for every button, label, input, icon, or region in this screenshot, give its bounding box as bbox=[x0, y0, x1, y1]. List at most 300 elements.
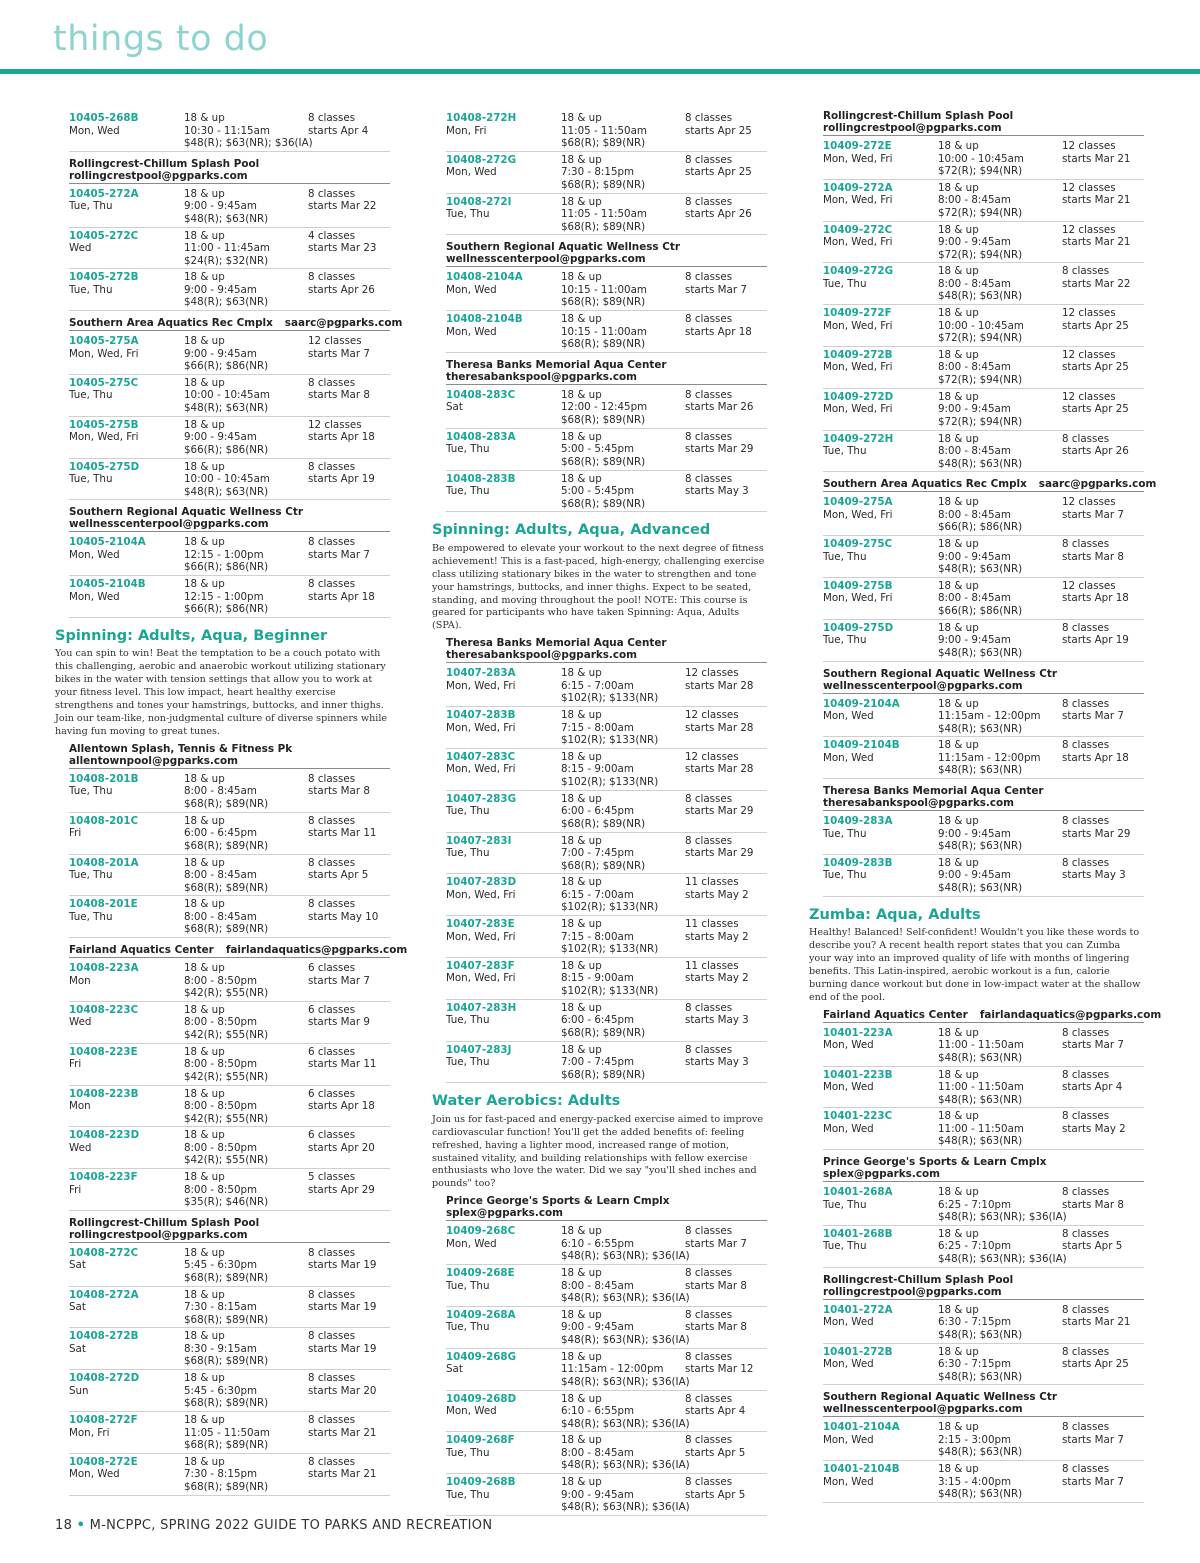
start-date: starts Mar 11 bbox=[308, 1058, 377, 1071]
start-date: starts Mar 8 bbox=[1062, 1198, 1124, 1211]
start-date: starts Apr 5 bbox=[308, 869, 369, 882]
course-age: 18 & up bbox=[561, 959, 602, 972]
course-days: Tue, Thu bbox=[446, 1446, 490, 1459]
classes-start-cell bbox=[308, 377, 390, 416]
code-days-cell bbox=[823, 1346, 938, 1385]
location-email[interactable]: wellnesscenterpool@pgparks.com bbox=[69, 518, 269, 531]
course-age: 18 & up bbox=[184, 1330, 225, 1343]
course-code[interactable]: 10408-283C bbox=[446, 388, 516, 401]
code-days-cell bbox=[446, 1225, 561, 1264]
course-fee: $68(R); $89(NR) bbox=[561, 1026, 646, 1039]
location-email[interactable]: fairlandaquatics@pgparks.com bbox=[225, 944, 408, 957]
course-code[interactable]: 10408-283A bbox=[446, 430, 516, 443]
start-date: starts Mar 7 bbox=[308, 548, 370, 561]
course-code[interactable]: 10407-283E bbox=[446, 918, 515, 931]
location-email[interactable]: rollingcrestpool@pgparks.com bbox=[823, 1285, 1002, 1298]
course-time: 9:00 - 9:45am bbox=[938, 550, 1011, 563]
start-date: starts Mar 21 bbox=[308, 1468, 377, 1481]
course-fee: $68(R); $89(NR) bbox=[184, 1313, 269, 1326]
course-days: Fri bbox=[69, 827, 82, 840]
course-age: 18 & up bbox=[561, 388, 602, 401]
course-code[interactable]: 10408-201B bbox=[69, 772, 139, 785]
course-days: Tue, Thu bbox=[823, 277, 867, 290]
age-time-cell bbox=[561, 667, 685, 706]
code-days-cell bbox=[823, 496, 938, 535]
course-code[interactable]: 10408-223C bbox=[69, 1003, 139, 1016]
course-code[interactable]: 10409-268E bbox=[446, 1267, 515, 1280]
course-days: Tue, Thu bbox=[446, 1488, 490, 1501]
course-age: 18 & up bbox=[561, 1308, 602, 1321]
class-row bbox=[823, 536, 1144, 578]
course-code[interactable]: 10408-272D bbox=[69, 1372, 140, 1385]
classes-start-cell bbox=[1062, 307, 1144, 346]
age-time-cell bbox=[561, 876, 685, 915]
class-count: 4 classes bbox=[308, 229, 356, 242]
course-days: Tue, Thu bbox=[69, 910, 113, 923]
course-code[interactable]: 10408-2104A bbox=[446, 271, 523, 284]
location-email[interactable]: theresabankspool@pgparks.com bbox=[446, 370, 638, 383]
page-number: 18 bbox=[55, 1518, 73, 1533]
start-date: starts Apr 5 bbox=[685, 1488, 746, 1501]
course-time: 2:15 - 3:00pm bbox=[938, 1433, 1012, 1446]
course-code[interactable]: 10405-272B bbox=[69, 271, 139, 284]
course-code[interactable]: 10409-272A bbox=[823, 181, 893, 194]
class-row bbox=[823, 263, 1144, 305]
course-age: 18 & up bbox=[184, 1372, 225, 1385]
age-time-cell bbox=[938, 815, 1062, 854]
class-row bbox=[69, 1245, 390, 1287]
age-time-cell bbox=[184, 1247, 308, 1286]
code-days-cell bbox=[446, 196, 561, 235]
course-days: Tue, Thu bbox=[446, 1321, 490, 1334]
course-code[interactable]: 10401-223B bbox=[823, 1068, 893, 1081]
location-email[interactable]: splex@pgparks.com bbox=[446, 1207, 563, 1220]
course-code[interactable]: 10409-283B bbox=[823, 856, 893, 869]
course-age: 18 & up bbox=[561, 472, 602, 485]
course-days: Mon, Wed, Fri bbox=[823, 152, 893, 165]
course-code[interactable]: 10405-275D bbox=[69, 460, 140, 473]
course-code[interactable]: 10408-201A bbox=[69, 856, 139, 869]
course-code[interactable]: 10401-268A bbox=[823, 1186, 893, 1199]
classes-start-cell bbox=[1062, 739, 1144, 778]
location-name bbox=[69, 743, 390, 755]
course-code[interactable]: 10405-275C bbox=[69, 376, 139, 389]
course-age: 18 & up bbox=[561, 112, 602, 124]
course-code[interactable]: 10409-272G bbox=[823, 265, 894, 278]
course-code[interactable]: 10409-275A bbox=[823, 496, 893, 509]
start-date: starts Mar 8 bbox=[308, 785, 370, 798]
classes-start-cell bbox=[308, 230, 390, 269]
course-time: 9:00 - 9:45am bbox=[561, 1321, 634, 1334]
code-days-cell bbox=[69, 1414, 184, 1453]
location-name bbox=[823, 1391, 1144, 1403]
classes-start-cell bbox=[1062, 1110, 1144, 1149]
code-days-cell bbox=[69, 1046, 184, 1085]
course-time: 10:00 - 10:45am bbox=[184, 389, 270, 402]
code-days-cell bbox=[446, 1267, 561, 1306]
class-row bbox=[446, 958, 767, 1000]
location-name-text: Allentown Splash, Tennis & Fitness Pk bbox=[69, 742, 293, 755]
class-count: 8 classes bbox=[685, 271, 733, 284]
course-code[interactable]: 10408-272B bbox=[69, 1330, 139, 1343]
classes-start-cell bbox=[308, 335, 390, 374]
classes-start-cell bbox=[685, 960, 767, 999]
course-code[interactable]: 10408-223E bbox=[69, 1045, 138, 1058]
course-code[interactable]: 10408-272A bbox=[69, 1288, 139, 1301]
course-code[interactable]: 10408-272C bbox=[69, 1246, 139, 1259]
course-time: 8:00 - 8:45am bbox=[938, 194, 1011, 207]
classes-start-cell bbox=[308, 461, 390, 500]
course-code[interactable]: 10408-223F bbox=[69, 1171, 138, 1184]
course-age: 18 & up bbox=[561, 1001, 602, 1014]
course-days: Mon, Wed bbox=[69, 124, 120, 137]
classes-start-cell bbox=[308, 898, 390, 937]
course-code[interactable]: 10409-275C bbox=[823, 538, 893, 551]
course-code[interactable]: 10409-2104B bbox=[823, 739, 900, 752]
start-date: starts Apr 26 bbox=[685, 208, 752, 221]
course-time: 11:15am - 12:00pm bbox=[561, 1363, 664, 1376]
course-fee: $102(R); $133(NR) bbox=[561, 775, 659, 788]
location-email[interactable]: splex@pgparks.com bbox=[823, 1168, 940, 1181]
location-email[interactable]: wellnesscenterpool@pgparks.com bbox=[823, 1403, 1023, 1416]
page-footer bbox=[55, 1518, 492, 1533]
classes-start-cell bbox=[1062, 1228, 1144, 1267]
course-code[interactable]: 10408-201E bbox=[69, 898, 138, 911]
location-name bbox=[823, 478, 1157, 491]
course-time: 6:15 - 7:00am bbox=[561, 679, 634, 692]
course-age: 18 & up bbox=[938, 1186, 979, 1199]
location-name bbox=[823, 1156, 1144, 1168]
location-name-text: Theresa Banks Memorial Aqua Center bbox=[823, 785, 1044, 798]
course-code[interactable]: 10401-2104B bbox=[823, 1463, 900, 1476]
class-count: 8 classes bbox=[308, 271, 356, 284]
course-code[interactable]: 10407-283I bbox=[446, 834, 512, 847]
course-fee: $48(R); $63(NR); $36(IA) bbox=[938, 1211, 1067, 1224]
classes-start-cell bbox=[685, 271, 767, 310]
location-name-text: Southern Area Aquatics Rec Cmplx bbox=[69, 317, 273, 330]
class-count: 8 classes bbox=[685, 112, 733, 124]
course-code[interactable]: 10401-272A bbox=[823, 1303, 893, 1316]
course-code[interactable]: 10409-272C bbox=[823, 223, 893, 236]
course-age: 18 & up bbox=[184, 1414, 225, 1427]
location-email[interactable]: theresabankspool@pgparks.com bbox=[823, 797, 1015, 810]
course-age: 18 & up bbox=[184, 460, 225, 473]
location-email[interactable]: rollingcrestpool@pgparks.com bbox=[69, 1228, 248, 1241]
classes-start-cell bbox=[685, 1044, 767, 1083]
course-code[interactable]: 10401-268B bbox=[823, 1227, 893, 1240]
course-code[interactable]: 10407-283G bbox=[446, 792, 517, 805]
course-code[interactable]: 10405-275B bbox=[69, 418, 139, 431]
class-row bbox=[446, 152, 767, 194]
course-code[interactable]: 10409-272D bbox=[823, 390, 894, 403]
course-code[interactable]: 10409-268A bbox=[446, 1308, 516, 1321]
location-email[interactable]: wellnesscenterpool@pgparks.com bbox=[823, 679, 1023, 692]
location-email[interactable]: rollingcrestpool@pgparks.com bbox=[69, 169, 248, 182]
code-days-cell bbox=[69, 188, 184, 227]
course-code[interactable]: 10407-283C bbox=[446, 750, 516, 763]
class-count: 8 classes bbox=[1062, 697, 1110, 710]
class-count: 8 classes bbox=[685, 195, 733, 208]
course-code[interactable]: 10407-283D bbox=[446, 876, 517, 889]
course-code[interactable]: 10408-223A bbox=[69, 962, 139, 975]
start-date: starts Mar 21 bbox=[1062, 236, 1131, 249]
course-age: 18 & up bbox=[938, 579, 979, 592]
course-days: Mon, Wed bbox=[823, 1358, 874, 1371]
class-count: 12 classes bbox=[685, 750, 739, 763]
start-date: starts May 3 bbox=[685, 485, 749, 498]
start-date: starts Apr 4 bbox=[685, 1405, 746, 1417]
start-date: starts Apr 26 bbox=[1062, 445, 1129, 458]
age-time-cell bbox=[561, 271, 685, 310]
course-age: 18 & up bbox=[184, 578, 225, 591]
course-code[interactable]: 10408-201C bbox=[69, 814, 139, 827]
course-age: 18 & up bbox=[561, 918, 602, 931]
class-row bbox=[823, 1108, 1144, 1150]
code-days-cell bbox=[823, 1069, 938, 1108]
course-code[interactable]: 10408-272G bbox=[446, 153, 517, 166]
course-code[interactable]: 10409-283A bbox=[823, 815, 893, 828]
age-time-cell bbox=[938, 1346, 1062, 1385]
course-code[interactable]: 10409-272F bbox=[823, 307, 892, 320]
start-date: starts Mar 8 bbox=[685, 1279, 747, 1292]
course-code[interactable]: 10408-272H bbox=[446, 112, 517, 124]
start-date: starts Apr 18 bbox=[308, 590, 375, 603]
location-name-text: Southern Regional Aquatic Wellness Ctr bbox=[446, 241, 680, 254]
age-time-cell bbox=[561, 960, 685, 999]
class-row bbox=[69, 417, 390, 459]
location-email[interactable]: fairlandaquatics@pgparks.com bbox=[979, 1008, 1162, 1021]
class-count: 8 classes bbox=[1062, 1303, 1110, 1316]
course-code[interactable]: 10408-2104B bbox=[446, 313, 523, 326]
age-time-cell bbox=[184, 1414, 308, 1453]
classes-start-cell bbox=[685, 709, 767, 748]
location-name bbox=[446, 359, 767, 371]
class-count: 12 classes bbox=[1062, 181, 1116, 194]
location-email[interactable]: theresabankspool@pgparks.com bbox=[446, 649, 638, 662]
course-code[interactable]: 10405-2104A bbox=[69, 536, 146, 549]
course-code[interactable]: 10401-272B bbox=[823, 1345, 893, 1358]
course-fee: $68(R); $89(NR) bbox=[561, 817, 646, 830]
course-code[interactable]: 10407-283J bbox=[446, 1043, 512, 1056]
course-code[interactable]: 10405-268B bbox=[69, 112, 139, 124]
location-block bbox=[69, 506, 390, 618]
class-count: 8 classes bbox=[308, 112, 356, 124]
course-time: 8:00 - 8:45am bbox=[938, 277, 1011, 290]
course-code[interactable]: 10409-272E bbox=[823, 140, 892, 152]
course-code[interactable]: 10407-283F bbox=[446, 959, 515, 972]
course-fee: $48(R); $63(NR); $36(IA) bbox=[561, 1375, 690, 1388]
class-count: 8 classes bbox=[685, 1308, 733, 1321]
course-code[interactable]: 10409-268G bbox=[446, 1350, 517, 1363]
class-row bbox=[446, 791, 767, 833]
course-code[interactable]: 10409-272H bbox=[823, 432, 894, 445]
course-days: Mon, Wed, Fri bbox=[823, 361, 893, 374]
location-name-text: Rollingcrest-Chillum Splash Pool bbox=[823, 110, 1014, 122]
code-days-cell bbox=[69, 815, 184, 854]
classes-start-cell bbox=[1062, 496, 1144, 535]
course-code[interactable]: 10407-283H bbox=[446, 1001, 517, 1014]
location-email[interactable]: allentownpool@pgparks.com bbox=[69, 754, 238, 767]
class-row bbox=[823, 1302, 1144, 1344]
course-days: Tue, Thu bbox=[446, 208, 490, 221]
course-age: 18 & up bbox=[184, 187, 225, 200]
start-date: starts Mar 11 bbox=[308, 827, 377, 840]
course-days: Mon, Wed bbox=[823, 710, 874, 723]
course-code[interactable]: 10401-223A bbox=[823, 1026, 893, 1039]
location-header bbox=[69, 158, 390, 184]
course-code[interactable]: 10408-223B bbox=[69, 1087, 139, 1100]
age-time-cell bbox=[184, 377, 308, 416]
course-code[interactable]: 10409-268D bbox=[446, 1392, 517, 1405]
location-header bbox=[823, 110, 1144, 136]
class-row bbox=[823, 737, 1144, 779]
code-days-cell bbox=[69, 377, 184, 416]
class-count: 12 classes bbox=[685, 667, 739, 680]
start-date: starts Mar 7 bbox=[685, 283, 747, 296]
class-row bbox=[69, 1086, 390, 1128]
course-time: 8:00 - 8:45am bbox=[184, 869, 257, 882]
code-days-cell bbox=[823, 307, 938, 346]
location-header bbox=[69, 1217, 390, 1243]
age-time-cell bbox=[184, 1289, 308, 1328]
location-email[interactable]: wellnesscenterpool@pgparks.com bbox=[446, 253, 646, 266]
course-code[interactable]: 10409-2104A bbox=[823, 697, 900, 710]
course-code[interactable]: 10405-2104B bbox=[69, 578, 146, 591]
course-code[interactable]: 10401-2104A bbox=[823, 1421, 900, 1434]
start-date: starts Mar 21 bbox=[308, 1426, 377, 1439]
age-time-cell bbox=[561, 473, 685, 512]
code-days-cell bbox=[446, 1309, 561, 1348]
course-time: 11:05 - 11:50am bbox=[184, 1426, 270, 1439]
class-row bbox=[446, 194, 767, 236]
class-count: 8 classes bbox=[308, 1455, 356, 1468]
course-age: 18 & up bbox=[184, 814, 225, 827]
location-name bbox=[823, 1008, 1162, 1021]
course-age: 18 & up bbox=[184, 856, 225, 869]
course-age: 18 & up bbox=[184, 418, 225, 431]
age-time-cell bbox=[561, 751, 685, 790]
course-fee: $48(R); $63(NR) bbox=[938, 1135, 1023, 1148]
classes-start-cell bbox=[1062, 182, 1144, 221]
class-row bbox=[823, 1419, 1144, 1461]
start-date: starts May 2 bbox=[685, 972, 749, 985]
course-days: Mon bbox=[69, 974, 91, 987]
class-count: 8 classes bbox=[308, 1330, 356, 1343]
class-row bbox=[69, 855, 390, 897]
age-time-cell bbox=[184, 1046, 308, 1085]
course-days: Mon, Wed bbox=[446, 1237, 497, 1250]
course-code[interactable]: 10405-275A bbox=[69, 335, 139, 348]
class-count: 8 classes bbox=[1062, 815, 1110, 828]
classes-start-cell bbox=[308, 773, 390, 812]
class-row bbox=[446, 429, 767, 471]
classes-start-cell bbox=[685, 313, 767, 352]
course-code[interactable]: 10408-272I bbox=[446, 195, 512, 208]
age-time-cell bbox=[561, 389, 685, 428]
class-count: 8 classes bbox=[685, 153, 733, 166]
course-code[interactable]: 10409-268F bbox=[446, 1434, 515, 1447]
course-code[interactable]: 10408-272F bbox=[69, 1414, 138, 1427]
course-fee: $68(R); $89(NR) bbox=[184, 1397, 269, 1410]
course-days: Mon bbox=[69, 1100, 91, 1112]
course-days: Fri bbox=[69, 1058, 82, 1071]
column-1 bbox=[55, 110, 408, 1502]
class-row bbox=[69, 534, 390, 576]
class-row bbox=[69, 459, 390, 501]
start-date: starts Mar 19 bbox=[308, 1301, 377, 1314]
class-count: 8 classes bbox=[308, 187, 356, 200]
class-row bbox=[446, 1349, 767, 1391]
start-date: starts Mar 19 bbox=[308, 1342, 377, 1355]
location-email[interactable]: saarc@pgparks.com bbox=[1038, 478, 1157, 491]
code-days-cell bbox=[446, 751, 561, 790]
location-email[interactable]: saarc@pgparks.com bbox=[284, 317, 403, 330]
class-row bbox=[446, 1000, 767, 1042]
course-time: 6:00 - 6:45pm bbox=[561, 1014, 635, 1027]
course-code[interactable]: 10401-223C bbox=[823, 1110, 893, 1123]
course-fee: $68(R); $89(NR) bbox=[561, 497, 646, 510]
code-days-cell bbox=[446, 313, 561, 352]
course-days: Tue, Thu bbox=[823, 550, 867, 563]
location-email[interactable]: rollingcrestpool@pgparks.com bbox=[823, 122, 1002, 134]
code-days-cell bbox=[69, 1129, 184, 1168]
course-code[interactable]: 10409-272B bbox=[823, 348, 893, 361]
course-code[interactable]: 10409-268B bbox=[446, 1476, 516, 1489]
course-code[interactable]: 10408-272E bbox=[69, 1455, 138, 1468]
course-code[interactable]: 10408-283B bbox=[446, 472, 516, 485]
start-date: starts Apr 25 bbox=[685, 124, 752, 137]
start-date: starts Mar 29 bbox=[685, 847, 754, 860]
classes-start-cell bbox=[1062, 1463, 1144, 1502]
class-row bbox=[823, 222, 1144, 264]
course-fee: $72(R); $94(NR) bbox=[938, 248, 1023, 261]
age-time-cell bbox=[184, 815, 308, 854]
course-code[interactable]: 10408-223D bbox=[69, 1129, 140, 1142]
course-code[interactable]: 10405-272A bbox=[69, 187, 139, 200]
course-age: 18 & up bbox=[938, 1463, 979, 1476]
location-block bbox=[69, 1217, 390, 1496]
course-code[interactable]: 10407-283B bbox=[446, 709, 516, 722]
footer-dot: • bbox=[76, 1518, 86, 1533]
course-time: 6:10 - 6:55pm bbox=[561, 1237, 635, 1250]
course-code[interactable]: 10405-272C bbox=[69, 229, 139, 242]
course-time: 11:00 - 11:50am bbox=[938, 1122, 1024, 1135]
age-time-cell bbox=[561, 793, 685, 832]
course-fee: $68(R); $89(NR) bbox=[561, 1068, 646, 1081]
course-code[interactable]: 10409-268C bbox=[446, 1225, 516, 1238]
code-days-cell bbox=[823, 265, 938, 304]
classes-start-cell bbox=[308, 1372, 390, 1411]
course-age: 18 & up bbox=[938, 1110, 979, 1123]
classes-start-cell bbox=[308, 1004, 390, 1043]
course-days: Mon, Wed bbox=[823, 1081, 874, 1094]
course-fee: $24(R); $32(NR) bbox=[184, 254, 269, 267]
class-count: 8 classes bbox=[308, 856, 356, 869]
course-days: Mon, Fri bbox=[446, 124, 487, 137]
course-age: 18 & up bbox=[561, 1476, 602, 1489]
age-time-cell bbox=[184, 419, 308, 458]
course-code[interactable]: 10409-275B bbox=[823, 579, 893, 592]
course-code[interactable]: 10407-283A bbox=[446, 667, 516, 680]
course-age: 18 & up bbox=[938, 432, 979, 445]
class-count: 8 classes bbox=[308, 1372, 356, 1385]
course-code[interactable]: 10409-275D bbox=[823, 621, 894, 634]
age-time-cell bbox=[184, 1330, 308, 1369]
course-time: 11:15am - 12:00pm bbox=[938, 751, 1041, 764]
age-time-cell bbox=[561, 313, 685, 352]
course-fee: $102(R); $133(NR) bbox=[561, 901, 659, 914]
class-count: 12 classes bbox=[308, 335, 362, 348]
